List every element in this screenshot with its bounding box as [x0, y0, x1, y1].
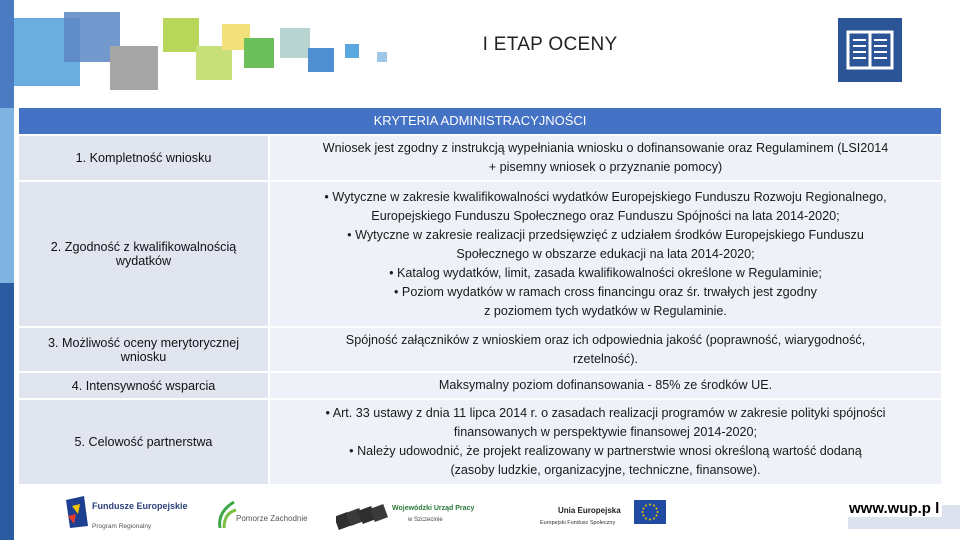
description-line: • Wytyczne w zakresie kwalifikowalności wydatków Europejskiego Funduszu Rozwoju Regionalnego, — [324, 189, 887, 204]
description-line: rzetelność). — [572, 351, 639, 366]
logo-text-line: Program Regionalny — [92, 523, 152, 530]
description-cell — [270, 136, 941, 180]
description-line: Spójność załączników z wnioskiem oraz ich odpowiednia jakość (poprawność, wiarygodność, — [345, 332, 866, 347]
table-row — [19, 400, 941, 486]
logo-text-line: w Szczecinie — [408, 517, 443, 523]
page-title: I ETAP OCENY — [482, 34, 618, 55]
logo-text-line: Pomorze — [236, 514, 269, 523]
description-line: + pisemny wniosek o przyznanie pomocy) — [488, 160, 723, 174]
logo-text-line: Zachodnie — [270, 514, 308, 523]
website-link-line: l — [935, 500, 940, 517]
website-link-line: www.wup.p — [849, 500, 931, 517]
description-line: Europejskiego Funduszu Społecznego oraz Funduszu Spójności na lata 2014-2020; — [371, 208, 840, 223]
criterion-cell: 2. Zgodność z kwalifikowalnością wydatków — [19, 182, 270, 326]
criterion-cell: 1. Kompletność wniosku — [19, 136, 270, 180]
description-cell — [270, 328, 941, 371]
description-line: Maksymalny poziom dofinansowania - 85% ze środków UE. — [438, 378, 773, 392]
description-line: • Wytyczne w zakresie realizacji przedsięwzięć z udziałem środków Europejskiego Funduszu — [347, 227, 864, 242]
left-accent-bar — [0, 0, 14, 540]
description-line: • Art. 33 ustawy z dnia 11 lipca 2014 r. o zasadach realizacji programów w zakresie polityki spójności — [325, 406, 886, 420]
open-book-icon — [838, 69, 902, 86]
description-cell — [270, 400, 941, 484]
table-row — [19, 328, 941, 373]
criterion-cell: 5. Celowość partnerstwa — [19, 400, 270, 484]
book-tile — [838, 18, 902, 82]
footer-logos — [0, 488, 960, 540]
table-header: KRYTERIA ADMINISTRACYJNOŚCI — [19, 108, 941, 136]
logo-text-line: Europejskie — [136, 501, 188, 511]
description-line: • Poziom wydatków w ramach cross financingu oraz śr. trwałych jest zgodny — [394, 284, 817, 299]
logo-text-line: Fundusze — [92, 501, 134, 511]
description-line: finansowanych w perspektywie finansowej 2014-2020; — [453, 425, 758, 439]
description-line: (zasoby ludzkie, organizacyjne, techniczne, finansowe). — [450, 463, 761, 477]
fundusze-europejskie-logo-icon — [66, 496, 88, 533]
logo-text-line: Unia Europejska — [558, 506, 621, 515]
logo-text-line: Wojewódzki Urząd Pracy — [392, 505, 475, 512]
criteria-table — [19, 108, 941, 486]
wup-logo-icon — [336, 500, 388, 535]
table-row — [19, 373, 941, 400]
description-cell — [270, 182, 941, 326]
criterion-cell: 4. Intensywność wsparcia — [19, 373, 270, 398]
description-line: Wniosek jest zgodny z instrukcją wypełniania wniosku o dofinansowanie oraz Regulaminem (LSI2014 — [322, 141, 889, 155]
description-cell — [270, 373, 941, 398]
table-row — [19, 182, 941, 328]
description-line: z poziomem tych wydatków w Regulaminie. — [484, 303, 727, 318]
description-line: • Należy udowodnić, że projekt realizowany w partnerstwie wnosi określoną wartość dodaną — [349, 444, 862, 458]
pomorze-zachodnie-logo-icon — [216, 498, 238, 535]
table-row — [19, 136, 941, 182]
logo-text-line: Europejski Fundusz Społeczny — [540, 520, 616, 526]
criterion-cell: 3. Możliwość oceny merytorycznej wniosku — [19, 328, 270, 371]
description-line: • Katalog wydatków, limit, zasada kwalifikowalności określone w Regulaminie; — [389, 265, 822, 280]
description-line: Społecznego w obszarze edukacji na lata 2014-2020; — [456, 246, 755, 261]
eu-flag-icon — [634, 500, 666, 529]
website-link[interactable] — [846, 500, 942, 517]
